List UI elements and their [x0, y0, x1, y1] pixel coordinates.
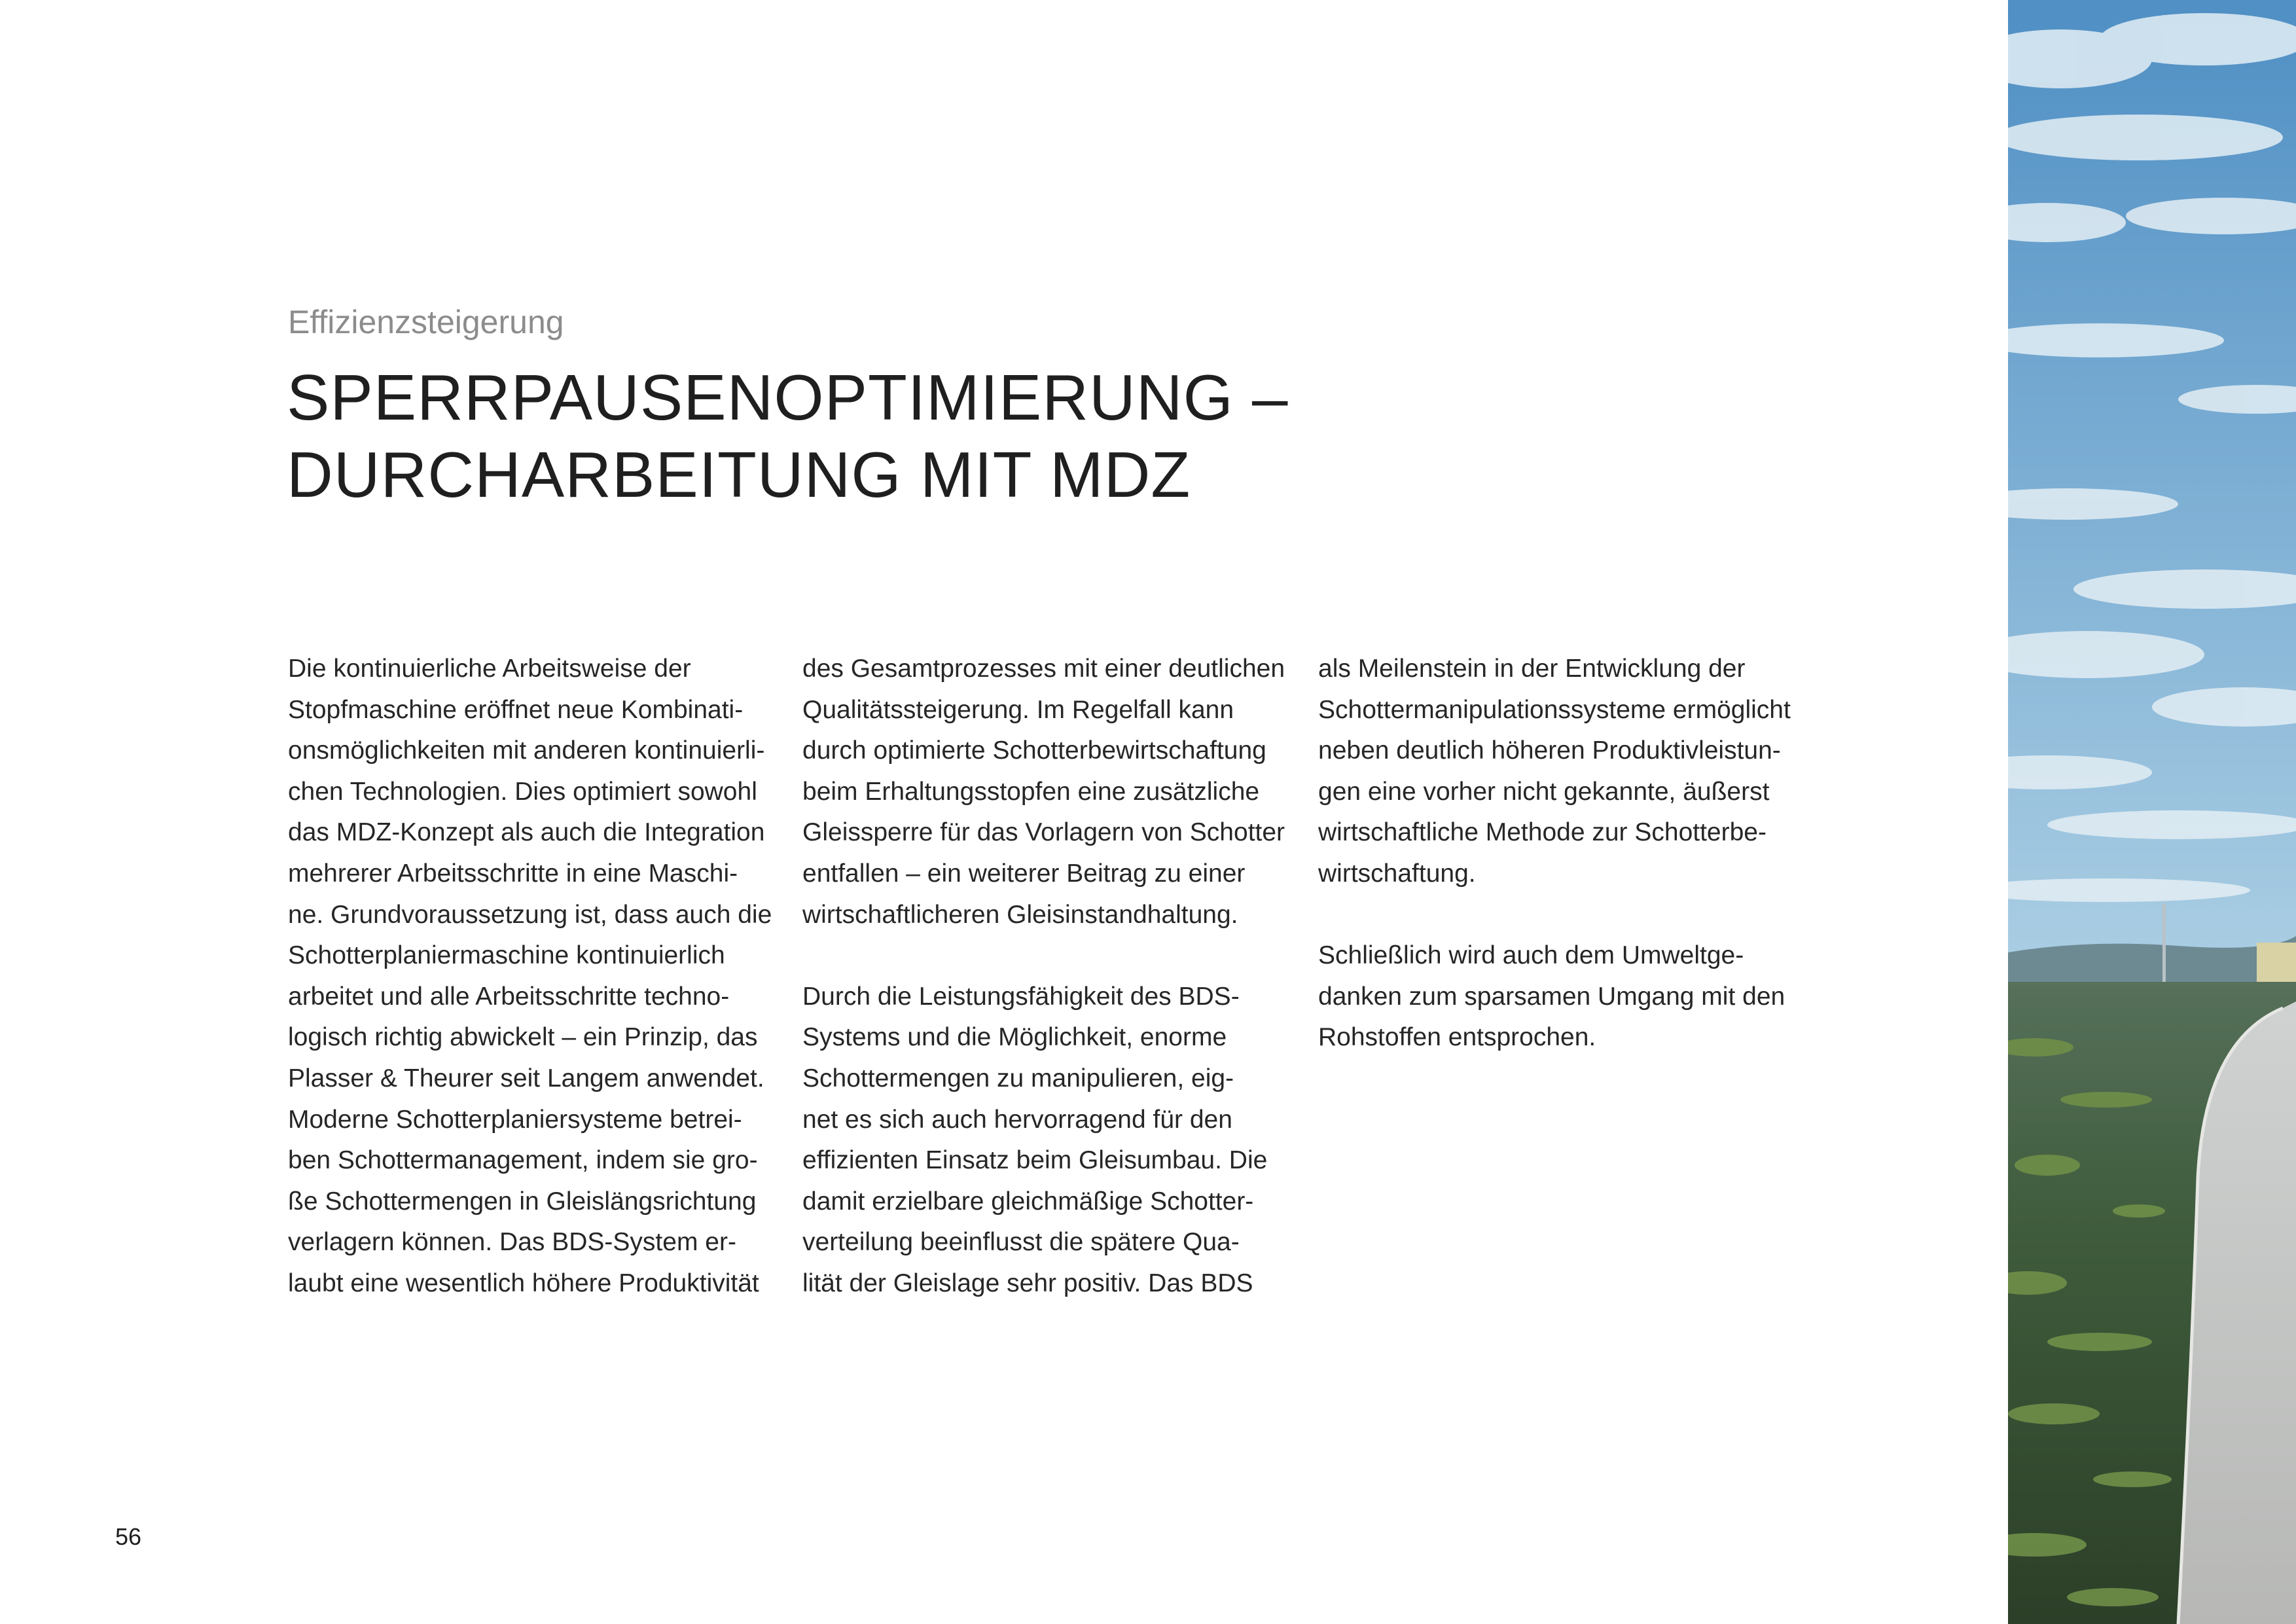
page-title-line-1: SPERRPAUSENOPTIMIERUNG – [287, 361, 1289, 433]
building [2257, 943, 2296, 988]
text-line: Rohstoffen entsprochen. [1318, 1023, 1596, 1052]
text-line: chen Technologien. Dies optimiert sowohl [288, 777, 757, 806]
paragraph-gap [802, 935, 1300, 977]
text-line: entfallen – ein weiterer Beitrag zu einer [802, 859, 1246, 888]
text-line: net es sich auch hervorragend für den [802, 1105, 1232, 1134]
paragraph [802, 649, 1300, 935]
text-line: des Gesamtprozesses mit einer deutlichen [802, 655, 1285, 683]
text-line: Gleissperre für das Vorlagern von Schotter [802, 818, 1285, 847]
text-line: onsmöglichkeiten mit anderen kontinuierli- [288, 736, 765, 765]
text-column-3 [1318, 649, 1816, 1058]
text-line: danken zum sparsamen Umgang mit den [1318, 982, 1785, 1011]
text-line: Schließlich wird auch dem Umweltge- [1318, 941, 1744, 970]
text-line: ße Schottermengen in Gleislängsrichtung [288, 1187, 757, 1216]
text-line: ne. Grundvoraussetzung ist, dass auch die [288, 900, 772, 929]
text-line: Plasser & Theurer seit Langem anwendet. [288, 1064, 764, 1092]
page-number: 56 [115, 1523, 142, 1550]
text-line: lität der Gleislage sehr positiv. Das BDS [802, 1269, 1253, 1297]
text-line: wirtschaftliche Methode zur Schotterbe- [1318, 818, 1767, 847]
text-line: durch optimierte Schotterbewirtschaftung [802, 736, 1266, 765]
text-line: Schotterplaniermaschine kontinuierlich [288, 941, 725, 970]
text-line: Moderne Schotterplaniersysteme betrei- [288, 1105, 742, 1134]
paragraph-gap [1318, 895, 1816, 936]
text-line: mehrerer Arbeitsschritte in eine Maschi- [288, 859, 738, 888]
text-line: beim Erhaltungsstopfen eine zusätzliche [802, 777, 1260, 806]
text-line: wirtschaftung. [1318, 859, 1476, 888]
text-column-1 [288, 649, 785, 1305]
text-line: wirtschaftlicheren Gleisinstandhaltung. [802, 900, 1238, 929]
photo-image [2008, 0, 2296, 1624]
text-line: laubt eine wesentlich höhere Produktivität [288, 1269, 759, 1297]
text-line: ben Schottermanagement, indem sie gro- [288, 1146, 758, 1175]
text-line: Schottermanipulationssysteme ermöglicht [1318, 695, 1791, 724]
railway-landscape-photo [2008, 0, 2296, 1624]
text-line: verteilung beeinflusst die spätere Qua- [802, 1228, 1240, 1257]
paragraph [802, 977, 1300, 1305]
section-subtitle: Effizienzsteigerung [288, 304, 564, 340]
text-line: verlagern können. Das BDS-System er- [288, 1228, 736, 1257]
text-line: Die kontinuierliche Arbeitsweise der [288, 655, 691, 683]
text-line: logisch richtig abwickelt – ein Prinzip, das [288, 1023, 758, 1052]
page-title [287, 359, 1289, 513]
text-line: damit erzielbare gleichmäßige Schotter- [802, 1187, 1254, 1216]
text-line: das MDZ-Konzept als auch die Integration [288, 818, 765, 847]
text-column-2 [802, 649, 1300, 1305]
text-line: als Meilenstein in der Entwicklung der [1318, 655, 1746, 683]
text-line: Qualitätssteigerung. Im Regelfall kann [802, 695, 1234, 724]
text-line: gen eine vorher nicht gekannte, äußerst [1318, 777, 1770, 806]
paragraph [1318, 935, 1816, 1058]
pole [2162, 903, 2166, 995]
text-line: Durch die Leistungsfähigkeit des BDS- [802, 982, 1240, 1011]
page-title-line-2: DURCHARBEITUNG MIT MDZ [287, 439, 1191, 511]
text-line: arbeitet und alle Arbeitsschritte techno- [288, 982, 730, 1011]
text-line: Stopfmaschine eröffnet neue Kombinati- [288, 695, 744, 724]
paragraph [1318, 649, 1816, 895]
text-line: neben deutlich höheren Produktivleistun- [1318, 736, 1781, 765]
text-line: Systems und die Möglichkeit, enorme [802, 1023, 1227, 1052]
text-line: effizienten Einsatz beim Gleisumbau. Die [802, 1146, 1268, 1175]
text-line: Schottermengen zu manipulieren, eig- [802, 1064, 1234, 1092]
paragraph [288, 649, 785, 1305]
